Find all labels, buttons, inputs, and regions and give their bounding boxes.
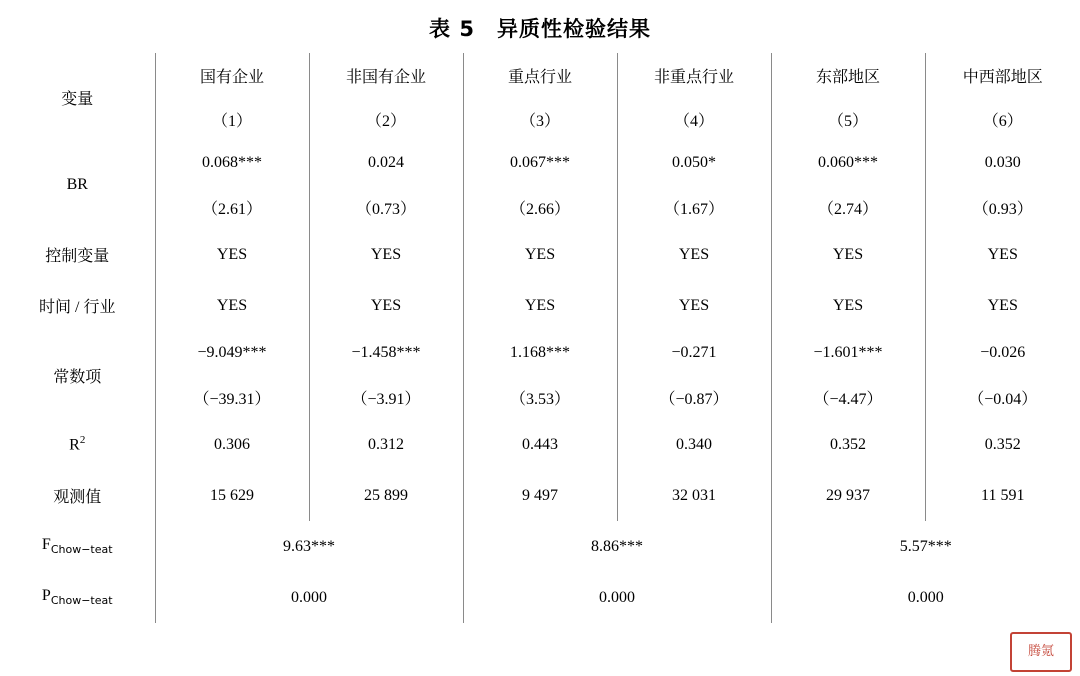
p-subscript: Chow−teat bbox=[50, 594, 113, 608]
table-row-br-coefficients bbox=[0, 141, 1080, 185]
cell-constant-tstat-1: （−39.31） bbox=[155, 375, 309, 419]
cell-controls-3: YES bbox=[463, 229, 617, 280]
cell-observations-4: 32 031 bbox=[617, 470, 771, 521]
cell-r-squared-2: 0.312 bbox=[309, 419, 463, 470]
cell-constant-tstat-2: （−3.91） bbox=[309, 375, 463, 419]
cell-constant-coef-6: −0.026 bbox=[925, 331, 1080, 375]
page-title: 表 5 异质性检验结果 bbox=[429, 17, 651, 41]
cell-p-chow-test-2: 0.000 bbox=[463, 572, 771, 623]
cell-br-coef-5: 0.060*** bbox=[771, 141, 925, 185]
row-label-f-chow-test bbox=[0, 521, 155, 572]
f-symbol: F bbox=[41, 536, 51, 554]
cell-r-squared-5: 0.352 bbox=[771, 419, 925, 470]
cell-br-tstat-1: （2.61） bbox=[155, 185, 309, 229]
cell-fixed-effects-3: YES bbox=[463, 280, 617, 331]
cell-br-coef-4: 0.050* bbox=[617, 141, 771, 185]
cell-controls-2: YES bbox=[309, 229, 463, 280]
column-header-number-1: （1） bbox=[155, 97, 309, 141]
row-label-controls: 控制变量 bbox=[45, 248, 110, 265]
column-header-number-5: （5） bbox=[771, 97, 925, 141]
row-label-r-squared bbox=[0, 419, 155, 470]
cell-observations-5: 29 937 bbox=[771, 470, 925, 521]
cell-constant-coef-4: −0.271 bbox=[617, 331, 771, 375]
cell-constant-coef-3: 1.168*** bbox=[463, 331, 617, 375]
stub-header: 变量 bbox=[61, 90, 94, 108]
cell-r-squared-4: 0.340 bbox=[617, 419, 771, 470]
cell-br-tstat-3: （2.66） bbox=[463, 185, 617, 229]
cell-constant-coef-1: −9.049*** bbox=[155, 331, 309, 375]
table-row-f-chow-test bbox=[0, 521, 1080, 572]
row-label-p-chow-test bbox=[0, 572, 155, 623]
cell-p-chow-test-1: 0.000 bbox=[155, 572, 463, 623]
watermark-logo: 腾氪 bbox=[1010, 632, 1072, 672]
cell-br-tstat-5: （2.74） bbox=[771, 185, 925, 229]
cell-constant-coef-5: −1.601*** bbox=[771, 331, 925, 375]
table-header-row-groups bbox=[0, 53, 1080, 97]
column-header-group-4: 非重点行业 bbox=[617, 53, 771, 97]
cell-fixed-effects-5: YES bbox=[771, 280, 925, 331]
cell-constant-tstat-5: （−4.47） bbox=[771, 375, 925, 419]
column-header-number-4: （4） bbox=[617, 97, 771, 141]
cell-observations-2: 25 899 bbox=[309, 470, 463, 521]
cell-controls-4: YES bbox=[617, 229, 771, 280]
p-symbol: P bbox=[41, 587, 51, 605]
cell-fixed-effects-1: YES bbox=[155, 280, 309, 331]
column-header-group-2: 非国有企业 bbox=[309, 53, 463, 97]
cell-fixed-effects-6: YES bbox=[925, 280, 1080, 331]
table-row-constant-coefficients bbox=[0, 331, 1080, 375]
cell-br-coef-3: 0.067*** bbox=[463, 141, 617, 185]
table-row-observations bbox=[0, 470, 1080, 521]
cell-observations-3: 9 497 bbox=[463, 470, 617, 521]
table-row-r-squared bbox=[0, 419, 1080, 470]
cell-r-squared-1: 0.306 bbox=[155, 419, 309, 470]
table-row-fixed-effects bbox=[0, 280, 1080, 331]
column-header-group-5: 东部地区 bbox=[771, 53, 925, 97]
column-header-number-3: （3） bbox=[463, 97, 617, 141]
cell-constant-tstat-6: （−0.04） bbox=[925, 375, 1080, 419]
cell-constant-tstat-3: （3.53） bbox=[463, 375, 617, 419]
column-header-group-6: 中西部地区 bbox=[925, 53, 1080, 97]
cell-constant-coef-2: −1.458*** bbox=[309, 331, 463, 375]
cell-fixed-effects-4: YES bbox=[617, 280, 771, 331]
row-label-br: BR bbox=[66, 176, 88, 193]
table-row-controls bbox=[0, 229, 1080, 280]
cell-controls-6: YES bbox=[925, 229, 1080, 280]
cell-controls-1: YES bbox=[155, 229, 309, 280]
cell-f-chow-test-1: 9.63*** bbox=[155, 521, 463, 572]
row-label-observations: 观测值 bbox=[53, 489, 102, 506]
cell-observations-6: 11 591 bbox=[925, 470, 1080, 521]
cell-br-coef-1: 0.068*** bbox=[155, 141, 309, 185]
cell-br-tstat-2: （0.73） bbox=[309, 185, 463, 229]
cell-r-squared-6: 0.352 bbox=[925, 419, 1080, 470]
cell-p-chow-test-3: 0.000 bbox=[771, 572, 1080, 623]
cell-fixed-effects-2: YES bbox=[309, 280, 463, 331]
table-row-br-tstats bbox=[0, 185, 1080, 229]
cell-observations-1: 15 629 bbox=[155, 470, 309, 521]
table-row-constant-tstats bbox=[0, 375, 1080, 419]
cell-f-chow-test-2: 8.86*** bbox=[463, 521, 771, 572]
table-row-p-chow-test bbox=[0, 572, 1080, 623]
column-header-number-2: （2） bbox=[309, 97, 463, 141]
cell-controls-5: YES bbox=[771, 229, 925, 280]
column-header-group-3: 重点行业 bbox=[463, 53, 617, 97]
r-squared-symbol: R bbox=[69, 436, 80, 454]
cell-f-chow-test-3: 5.57*** bbox=[771, 521, 1080, 572]
r-squared-exponent: 2 bbox=[79, 434, 86, 447]
cell-br-coef-6: 0.030 bbox=[925, 141, 1080, 185]
table-header-row-numbers bbox=[0, 97, 1080, 141]
row-label-fixed-effects: 时间 / 行业 bbox=[39, 299, 116, 316]
cell-r-squared-3: 0.443 bbox=[463, 419, 617, 470]
cell-br-tstat-4: （1.67） bbox=[617, 185, 771, 229]
column-header-group-1: 国有企业 bbox=[155, 53, 309, 97]
f-subscript: Chow−teat bbox=[50, 543, 113, 557]
cell-constant-tstat-4: （−0.87） bbox=[617, 375, 771, 419]
row-label-constant: 常数项 bbox=[53, 368, 102, 386]
column-header-number-6: （6） bbox=[925, 97, 1080, 141]
cell-br-coef-2: 0.024 bbox=[309, 141, 463, 185]
cell-br-tstat-6: （0.93） bbox=[925, 185, 1080, 229]
heterogeneity-results-table bbox=[0, 53, 1080, 623]
